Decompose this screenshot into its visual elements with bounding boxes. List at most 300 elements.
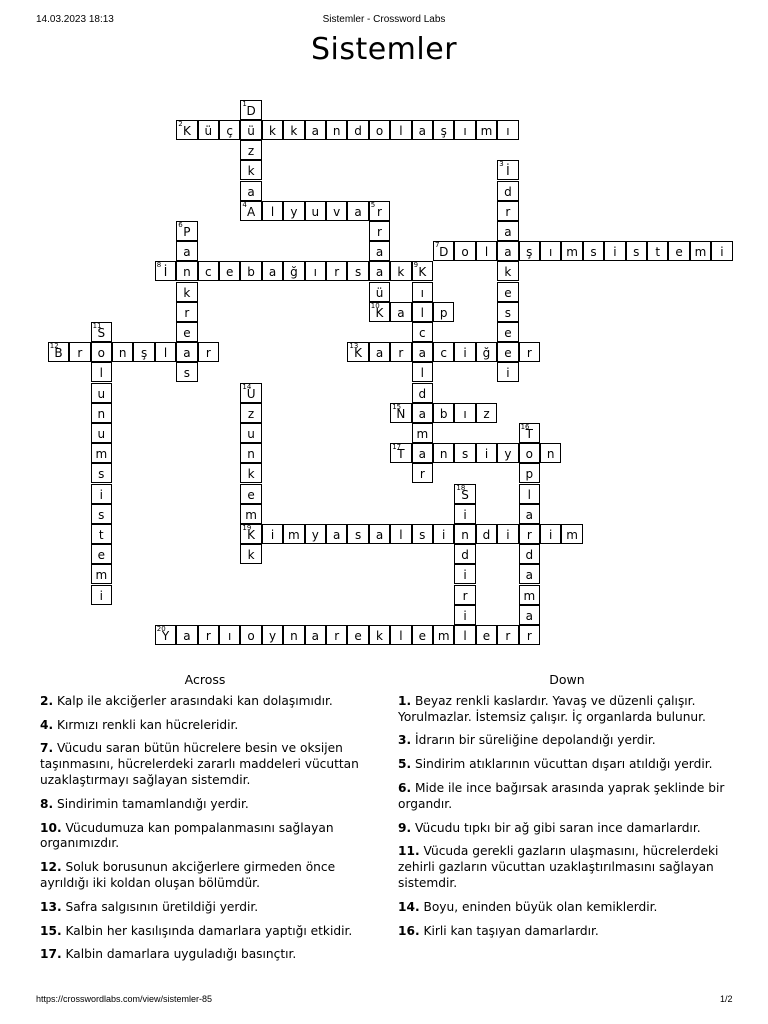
cell-letter: m	[288, 527, 300, 542]
clue-number: 12	[49, 342, 59, 351]
cell-letter: t	[655, 245, 661, 260]
grid-cell	[240, 100, 261, 120]
cell-letter: m	[694, 245, 707, 260]
clue-number-label: 7.	[40, 741, 54, 756]
grid-cell	[497, 342, 518, 362]
clue-number: 14	[242, 382, 252, 391]
cell-letter: l	[163, 346, 168, 361]
grid-cell	[497, 322, 518, 342]
grid-cell	[240, 443, 261, 463]
grid-cell	[347, 201, 368, 221]
cell-letter: ı	[463, 406, 467, 421]
grid-cell	[497, 362, 518, 382]
cell-letter: a	[268, 265, 277, 280]
grid-cell	[112, 342, 133, 362]
cell-letter: ı	[463, 123, 467, 138]
cell-letter: l	[270, 204, 275, 219]
clue-text: Soluk borusunun akciğerlere girmeden önce ayrıldığı iki koldan oluşan bölümdür.	[40, 860, 336, 890]
cell-letter: n	[332, 123, 341, 138]
cell-letter: o	[247, 628, 255, 643]
cell-letter: d	[482, 527, 491, 542]
grid-cell	[155, 625, 176, 645]
grid-cell	[454, 625, 475, 645]
cell-letter: y	[504, 447, 512, 462]
cell-letter: k	[376, 628, 383, 643]
grid-cell	[176, 302, 197, 322]
grid-cell	[519, 423, 540, 443]
cell-letter: l	[399, 123, 403, 138]
clue-number: 20	[156, 624, 166, 633]
grid-cell	[176, 241, 197, 261]
print-url: https://crosswordlabs.com/view/sistemler-85	[36, 994, 213, 1004]
grid-cell	[262, 524, 283, 544]
cell-letter: a	[525, 568, 533, 583]
across-heading: Across	[184, 672, 226, 687]
cell-letter: n	[97, 406, 106, 421]
cell-letter: r	[334, 265, 340, 280]
grid-cell	[240, 120, 261, 140]
grid-cell	[369, 261, 390, 281]
cell-letter: S	[97, 325, 106, 340]
cell-letter: a	[418, 447, 426, 462]
cell-letter: m	[95, 447, 108, 462]
grid-cell	[647, 241, 668, 261]
cell-letter: s	[183, 366, 191, 381]
cell-letter: a	[333, 527, 341, 542]
cell-letter: l	[399, 628, 403, 643]
grid-cell	[176, 221, 197, 241]
cell-letter: i	[463, 507, 467, 522]
down-heading: Down	[549, 672, 585, 687]
grid-cell	[561, 524, 582, 544]
grid-cell	[497, 443, 518, 463]
cell-letter: n	[290, 628, 298, 643]
clue-number-label: 15.	[40, 923, 62, 938]
grid-cell	[476, 342, 497, 362]
cell-letter: a	[183, 346, 191, 361]
cell-letter: r	[419, 467, 425, 482]
grid-cell	[283, 261, 304, 281]
grid-cell	[390, 302, 411, 322]
cell-letter: k	[247, 467, 255, 482]
cell-letter: n	[546, 447, 555, 462]
grid-cell	[497, 160, 518, 180]
clue-text: Boyu, eninden büyük olan kemiklerdir.	[419, 899, 658, 914]
grid-cell	[519, 544, 540, 564]
cell-letter: a	[375, 346, 384, 361]
clue-text: Safra salgısının üretildiği yerdir.	[61, 899, 259, 914]
grid-cell	[283, 524, 304, 544]
clue-across	[40, 797, 370, 813]
grid-cell	[347, 120, 368, 140]
clue-number-label: 12.	[40, 860, 62, 875]
grid-cell	[497, 625, 518, 645]
clue-number-label: 4.	[40, 717, 54, 732]
grid-cell	[326, 201, 347, 221]
grid-cell	[91, 362, 112, 382]
cell-letter: ü	[204, 123, 213, 138]
grid-cell	[454, 585, 475, 605]
down-clue-list	[398, 694, 736, 940]
cell-letter: s	[504, 305, 512, 320]
clue-number: 4	[242, 200, 247, 209]
cell-letter: e	[482, 628, 491, 643]
cell-letter: n	[118, 346, 127, 361]
cell-letter: P	[183, 224, 191, 239]
cell-letter: ı	[420, 285, 424, 300]
cell-letter: İ	[163, 265, 168, 280]
clue-number: 7	[435, 241, 440, 250]
grid-cell	[497, 524, 518, 544]
grid-cell	[369, 342, 390, 362]
cell-letter: d	[461, 548, 469, 563]
cell-letter: e	[97, 548, 105, 563]
grid-cell	[326, 625, 347, 645]
cell-letter: k	[269, 123, 276, 138]
cell-letter: m	[95, 568, 108, 583]
grid-cell	[283, 201, 304, 221]
clue-down	[398, 900, 736, 916]
grid-cell	[48, 342, 69, 362]
grid-cell	[91, 484, 112, 504]
grid-cell	[476, 524, 497, 544]
grid-cell	[91, 564, 112, 584]
cell-letter: m	[566, 245, 578, 260]
clue-number: 13	[349, 342, 359, 351]
grid-cell	[454, 564, 475, 584]
clue-down	[398, 694, 736, 726]
grid-cell	[433, 524, 454, 544]
cell-letter: a	[397, 305, 405, 320]
grid-cell	[433, 120, 454, 140]
print-page-title: Sistemler - Crossword Labs	[322, 14, 446, 25]
cell-letter: r	[526, 346, 532, 361]
grid-cell	[347, 524, 368, 544]
grid-cell	[240, 423, 261, 443]
grid-cell	[390, 443, 411, 463]
cell-letter: k	[290, 123, 298, 138]
cell-letter: c	[204, 265, 212, 280]
grid-cell	[240, 403, 261, 423]
grid-cell	[604, 241, 625, 261]
clue-text: Kirli kan taşıyan damarlardır.	[419, 923, 599, 938]
grid-cell	[626, 241, 647, 261]
clue-across	[40, 900, 370, 916]
cell-letter: e	[418, 628, 426, 643]
grid-cell	[412, 403, 433, 423]
cell-letter: K	[375, 305, 384, 320]
grid-cell	[133, 342, 154, 362]
cell-letter: l	[399, 527, 403, 542]
cell-letter: ı	[506, 123, 510, 138]
clue-number-label: 6.	[398, 780, 412, 795]
grid-cell	[497, 282, 518, 302]
cell-letter: e	[504, 285, 512, 300]
down-clues	[398, 672, 736, 947]
cell-letter: s	[461, 447, 469, 462]
grid-cell	[433, 403, 454, 423]
clue-across	[40, 947, 370, 963]
grid-cell	[91, 423, 112, 443]
grid-cell	[219, 120, 240, 140]
grid-cell	[198, 342, 219, 362]
grid-cell	[454, 504, 475, 524]
grid-cell	[305, 625, 326, 645]
clue-number: 10	[370, 301, 380, 310]
cell-letter: e	[183, 325, 191, 340]
grid-cell	[91, 524, 112, 544]
clue-text: Kalbin her kasılışında damarlara yaptığı etkidir.	[61, 923, 353, 938]
cell-letter: ü	[375, 285, 384, 300]
clue-number: 3	[499, 160, 504, 169]
cell-letter: b	[247, 265, 255, 280]
cell-letter: a	[418, 123, 426, 138]
cell-letter: K	[418, 265, 427, 280]
grid-cell	[540, 524, 561, 544]
grid-cell	[519, 564, 540, 584]
grid-cell	[454, 403, 475, 423]
grid-cell	[454, 484, 475, 504]
cell-letter: r	[377, 204, 382, 219]
clue-text: Vücudu saran bütün hücrelere besin ve oksijen taşınmasını, hücrelerdeki zararlı maddeleri vücuttan uzaklaştırmayı sağlayan sistemdir.	[40, 741, 359, 787]
grid-cell	[369, 221, 390, 241]
cell-letter: k	[247, 164, 255, 179]
clue-number: 8	[156, 261, 162, 270]
clue-across	[40, 741, 370, 788]
cell-letter: b	[439, 406, 448, 421]
grid-cell	[711, 241, 732, 261]
cell-letter: T	[397, 447, 405, 462]
grid-cell	[219, 261, 240, 281]
grid-cell	[519, 443, 540, 463]
grid-cell	[476, 403, 497, 423]
cell-letter: a	[375, 245, 384, 260]
cell-letter: c	[440, 346, 447, 361]
cell-letter: a	[504, 224, 512, 239]
clue-text: Kırmızı renkli kan hücreleridir.	[53, 717, 239, 732]
cell-letter: e	[354, 628, 362, 643]
grid-cell	[390, 625, 411, 645]
cell-letter: s	[633, 245, 640, 260]
cell-letter: a	[418, 346, 426, 361]
cell-letter: r	[505, 628, 511, 643]
cell-letter: i	[506, 366, 510, 381]
cell-letter: a	[375, 527, 384, 542]
grid-cell	[433, 302, 454, 322]
grid-cell	[412, 524, 433, 544]
grid-cell	[454, 544, 475, 564]
cell-letter: e	[504, 346, 512, 361]
cell-letter: e	[504, 325, 512, 340]
grid-cell	[390, 261, 411, 281]
cell-letter: D	[439, 245, 449, 260]
cell-letter: i	[506, 527, 510, 542]
cell-letter: i	[463, 608, 467, 623]
clue-number: 6	[178, 220, 183, 229]
cell-letter: u	[97, 386, 106, 401]
clue-text: Sindirimin tamamlandığı yerdir.	[53, 796, 249, 811]
cell-letter: i	[484, 447, 489, 462]
grid-cell	[433, 625, 454, 645]
cell-letter: ş	[440, 123, 447, 138]
cell-letter: m	[480, 123, 493, 138]
grid-cell	[497, 181, 518, 201]
cell-letter: i	[720, 245, 724, 260]
cell-letter: s	[354, 265, 362, 280]
grid-cell	[198, 625, 219, 645]
cell-letter: e	[675, 245, 683, 260]
grid-cell	[412, 302, 433, 322]
clue-number: 17	[392, 443, 402, 452]
grid-cell	[412, 322, 433, 342]
cell-letter: r	[526, 527, 532, 542]
grid-cell	[390, 524, 411, 544]
grid-cell	[91, 463, 112, 483]
grid-cell	[91, 504, 112, 524]
cell-letter: u	[311, 204, 320, 219]
grid-cell	[198, 261, 219, 281]
clue-number: 1	[242, 99, 247, 108]
cell-letter: i	[99, 487, 103, 502]
grid-cell	[176, 362, 197, 382]
across-clue-list	[40, 694, 370, 963]
grid-cell	[176, 261, 197, 281]
grid-cell	[283, 625, 304, 645]
cell-letter: m	[437, 628, 450, 643]
grid-cell	[326, 261, 347, 281]
grid-cell	[454, 120, 475, 140]
clue-number-label: 17.	[40, 947, 62, 962]
grid-cell	[390, 403, 411, 423]
cell-letter: a	[525, 507, 533, 522]
grid-cell	[519, 605, 540, 625]
cell-letter: y	[311, 527, 319, 542]
grid-cell	[476, 443, 497, 463]
grid-cell	[262, 625, 283, 645]
clue-number-label: 8.	[40, 796, 54, 811]
cell-letter: o	[525, 447, 533, 462]
cell-letter: p	[525, 467, 534, 482]
clue-across	[40, 860, 370, 892]
clue-number: 9	[413, 261, 419, 270]
grid-cell	[347, 261, 368, 281]
cell-letter: ü	[247, 123, 255, 138]
cell-letter: n	[439, 447, 448, 462]
grid-cell	[369, 282, 390, 302]
grid-cell	[412, 342, 433, 362]
clue-down	[398, 757, 736, 773]
cell-letter: l	[484, 245, 489, 260]
grid-cell	[240, 160, 261, 180]
clue-down	[398, 924, 736, 940]
clue-number: 19	[242, 523, 252, 532]
cell-letter: N	[396, 406, 406, 421]
grid-cell	[240, 484, 261, 504]
clue-number-label: 3.	[398, 733, 412, 748]
grid-cell	[583, 241, 604, 261]
grid-cell	[240, 261, 261, 281]
grid-cell	[240, 544, 261, 564]
cell-letter: a	[504, 245, 512, 260]
grid-cell	[283, 120, 304, 140]
grid-cell	[454, 342, 475, 362]
grid-cell	[176, 120, 197, 140]
cell-letter: n	[183, 265, 191, 280]
clue-number: 15	[392, 402, 402, 411]
grid-cell	[540, 443, 561, 463]
grid-cell	[240, 140, 261, 160]
cell-letter: r	[334, 628, 340, 643]
cell-letter: n	[461, 527, 469, 542]
cell-letter: m	[245, 507, 257, 522]
grid-cell	[91, 585, 112, 605]
grid-cell	[412, 120, 433, 140]
grid-cell	[390, 342, 411, 362]
clue-number-label: 14.	[398, 899, 420, 914]
grid-cell	[497, 221, 518, 241]
grid-cell	[176, 342, 197, 362]
cell-letter: e	[247, 487, 255, 502]
clue-text: Beyaz renkli kaslardır. Yavaş ve düzenli çalışır. Yorulmazlar. İstemsiz çalışır. İç organlarda bulunur.	[398, 693, 706, 724]
cell-letter: v	[333, 204, 341, 219]
grid-cell	[219, 625, 240, 645]
cell-letter: d	[525, 548, 534, 563]
grid-cell	[240, 383, 261, 403]
grid-cell	[519, 504, 540, 524]
clue-text: Vücuda gerekli gazların ulaşmasını, hücrelerdeki zehirli gazların vücuttan uzaklaştırılmasını sağlayan sistemdir.	[398, 844, 719, 890]
grid-cell	[690, 241, 711, 261]
cell-letter: Y	[161, 628, 170, 643]
grid-cell	[497, 201, 518, 221]
cell-letter: a	[183, 245, 191, 260]
cell-letter: d	[354, 123, 362, 138]
cell-letter: r	[526, 628, 532, 643]
cell-letter: i	[442, 527, 446, 542]
grid-cell	[412, 282, 433, 302]
cell-letter: k	[397, 265, 405, 280]
clue-down	[398, 781, 736, 813]
clue-number-label: 13.	[40, 899, 62, 914]
cell-letter: r	[462, 588, 468, 603]
grid-cell	[390, 120, 411, 140]
clue-across	[40, 694, 370, 710]
grid-cell	[412, 261, 433, 281]
cell-letter: S	[461, 487, 469, 502]
cell-letter: D	[246, 103, 256, 118]
grid-cell	[433, 241, 454, 261]
cell-letter: u	[247, 426, 255, 441]
grid-cell	[155, 261, 176, 281]
grid-cell	[326, 120, 347, 140]
cell-letter: z	[483, 406, 490, 421]
cell-letter: i	[613, 245, 617, 260]
cell-letter: s	[98, 507, 105, 522]
cell-letter: i	[463, 346, 467, 361]
cell-letter: a	[525, 608, 533, 623]
clue-across	[40, 718, 370, 734]
clue-text: İdrarın bir süreliğine depolandığı yerdir.	[411, 733, 656, 748]
grid-cell	[497, 302, 518, 322]
grid-cell	[369, 625, 390, 645]
clue-number-label: 1.	[398, 693, 412, 708]
cell-letter: r	[184, 305, 190, 320]
cell-letter: ı	[313, 265, 317, 280]
grid-cell	[91, 322, 112, 342]
cell-letter: K	[182, 123, 191, 138]
grid-cell	[240, 524, 261, 544]
cell-letter: r	[398, 346, 404, 361]
cell-letter: d	[418, 386, 427, 401]
